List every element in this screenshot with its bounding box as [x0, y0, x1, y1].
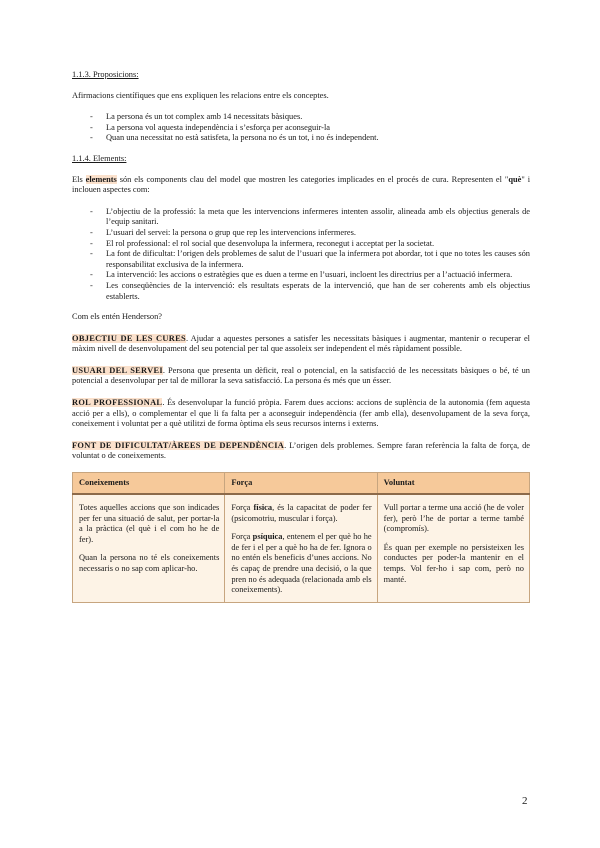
font-paragraph	[72, 441, 530, 462]
cell-text: , és la capacitat de poder fer (psicomotriu, muscular i força).	[231, 503, 372, 523]
fisica-term: física	[253, 503, 273, 513]
list-item: - Quan una necessitat no està satisfeta, la persona no és un tot, i no és independent.	[72, 133, 530, 144]
list-item: - L’objectiu de la professió: la meta que les intervencions infermeres intenten assolir, alineada amb els objectius generals de l’equip sanitari.	[72, 207, 530, 228]
list-item: - Les conseqüències de la intervenció: els resultats esperats de la intervenció, que han de ser coherents amb els objectius establerts.	[72, 281, 530, 302]
elements-term: elements	[85, 174, 117, 184]
elements-intro	[72, 175, 530, 196]
dependency-table	[72, 472, 530, 603]
psiquica-term: psíquica	[252, 532, 283, 542]
cell-text: Força	[231, 532, 253, 542]
usuari-title: USUARI DEL SERVEI	[72, 365, 163, 375]
header-voluntat: Voluntat	[377, 473, 529, 495]
font-text: . L’origen dels problemes. Sempre faran referència la falta de força, de voluntat o de coneixements.	[72, 440, 530, 461]
cell-paragraph	[231, 503, 371, 524]
objectiu-text: . Ajudar a aquestes persones a satisfer les necessitats bàsiques i augmentar, mantenir o recuperar el màxim nivell de desenvolupament del seu potencial per tal que assoleix ser independent el més ràpidament possible.	[72, 333, 531, 354]
list-item: - La persona és un tot complex amb 14 necessitats bàsiques.	[72, 112, 530, 123]
elements-intro-post: " i inclouen aspectes com:	[72, 174, 531, 195]
elements-intro-pre: Els	[72, 174, 86, 184]
font-title: FONT DE DIFICULTAT/ÀREES DE DEPENDÈNCIA	[72, 440, 285, 450]
cell-text: Força	[231, 503, 254, 513]
que-term: què	[508, 174, 522, 184]
table-row	[73, 494, 530, 602]
objectiu-title: OBJECTIU DE LES CURES	[72, 333, 186, 343]
list-item: - La persona vol aquesta independència i s’esforça per aconseguir-la	[72, 123, 530, 134]
section-heading-propositions: 1.1.3. Proposicions:	[72, 70, 139, 79]
header-forca: Força	[225, 473, 377, 495]
list-item: - El rol professional: el rol social que desenvolupa la infermera, reconegut i acceptat per la societat.	[72, 239, 530, 250]
objectiu-paragraph	[72, 334, 530, 355]
rol-text: . És desenvolupar la funció pròpia. Farem dues accions: accions de suplència de la autonomia (fem aquesta acció per a ells), o complementar el que li fa falta per a aconseguir independència (fer amb ella), desenvolupament de la seva força, coneixement i voluntat per a què utilitzi de forma òptima els seus recursos interns i externs.	[72, 398, 531, 429]
document-page	[72, 70, 530, 603]
rol-title: ROL PROFESSIONAL	[72, 398, 163, 408]
propositions-intro: Afirmacions científiques que ens expliquen les relacions entre els conceptes.	[72, 90, 329, 100]
header-coneixements: Coneixements	[73, 473, 225, 495]
table-header-row	[73, 473, 530, 495]
cell-paragraph: Vull portar a terme una acció (he de voler fer), però l’he de portar a terme també (compromís).	[383, 503, 524, 534]
cell-paragraph: És quan per exemple no persisteixen les conductes per poder-la mantenir en el temps. Vol fer-ho i sap com, però no manté.	[383, 542, 524, 584]
henderson-question: Com els entén Henderson?	[72, 312, 163, 322]
rol-paragraph	[72, 398, 530, 430]
cell-paragraph: Quan la persona no té els coneixements necessaris o no sap com aplicar-ho.	[79, 553, 220, 573]
usuari-paragraph	[72, 366, 530, 387]
elements-intro-mid: són els components clau del model que mostren les categories implicades en el procés de cura. Representen el "	[116, 174, 509, 184]
cell-text: , entenem el per què ho he de fer i el per a què ho ha de fer. Ignora o no entén els beneficis d’unes accions. No és capaç de prendre una decisió, o la que pren no és adequada (relacionada amb els coneixements).	[231, 532, 372, 595]
page-number: 2	[522, 795, 528, 807]
cell-paragraph	[231, 532, 371, 596]
list-item: - L’usuari del servei: la persona o grup que rep les intervencions infermeres.	[72, 228, 530, 239]
cell-voluntat	[377, 494, 529, 602]
propositions-list	[72, 112, 530, 144]
list-item: - La font de dificultat: l’origen dels problemes de salut de l’usuari que la infermera pot abordar, tot i que no totes les causes són responsabilitat exclusiva de la infermera.	[72, 249, 530, 270]
usuari-text: . Persona que presenta un dèficit, real o potencial, en la satisfacció de les necessitats bàsiques o bé, té un potencial a desenvolupar per tal de millorar la seva satisfacció. La persona és més que un ésser.	[72, 365, 530, 386]
cell-paragraph: Totes aquelles accions que son indicades per fer una situació de salut, per portar-la a la pràctica (el què i el com ho he de fer).	[79, 503, 220, 544]
cell-forca	[225, 494, 377, 602]
elements-list	[72, 207, 530, 302]
list-item: - La intervenció: les accions o estratègies que es duen a terme en l’usuari, incloent les directrius per a l’actuació infermera.	[72, 270, 530, 281]
section-heading-elements: 1.1.4. Elements:	[72, 153, 127, 163]
cell-coneixements	[73, 494, 225, 602]
